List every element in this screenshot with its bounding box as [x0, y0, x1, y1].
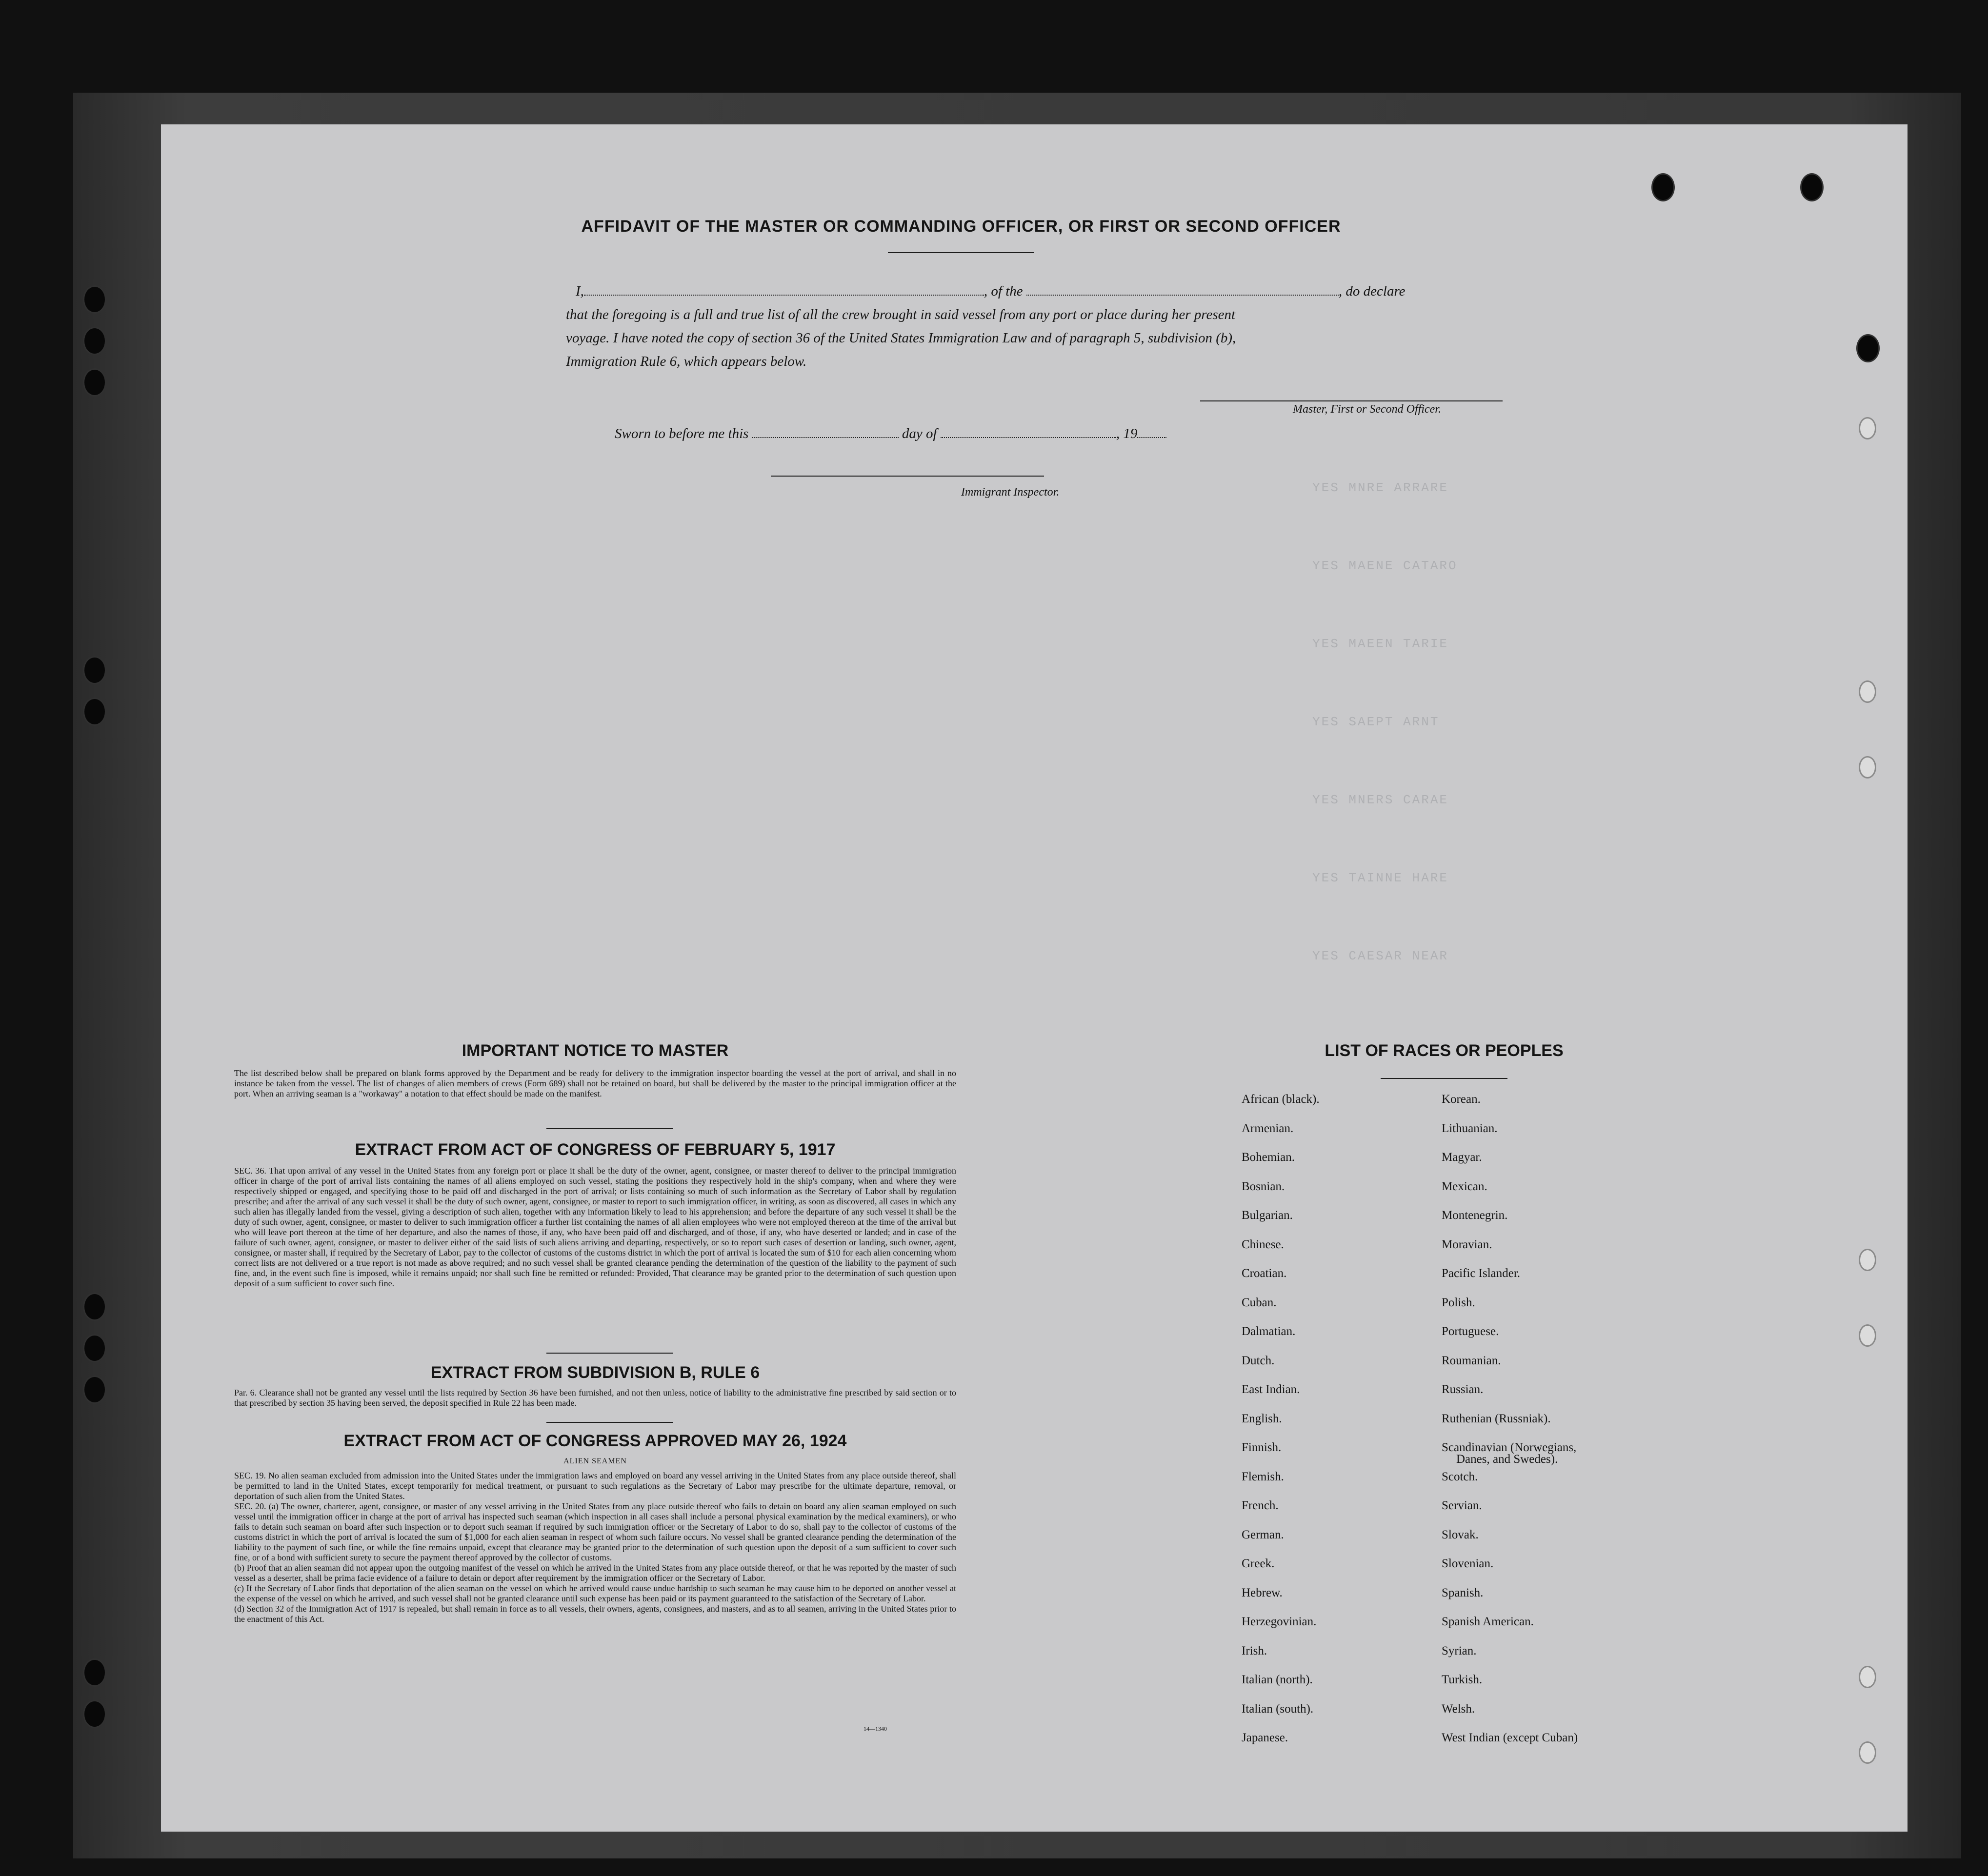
race-item: Herzegovinian. — [1242, 1615, 1317, 1628]
bleed-through: YES MAENE CATARO — [1312, 559, 1458, 573]
declaration-text: that the foregoing is a full and true list of all the crew brought in said vessel from any port or place during her present — [566, 307, 1236, 322]
race-item: Italian (north). — [1242, 1673, 1313, 1686]
extract-1924-paragraph: SEC. 20. (a) The owner, charterer, agent, consignee, or master of any vessel arriving in the United States from any place outside thereof who fails to detain on board any alien seaman employed on such vessel until the immigration officer in charge at the port of arrival has inspected such seaman (which inspection in all cases shall include a personal physical examination by the medical examiners), or who fails to detain such seaman on board after such inspection or to deport such seaman if required by such immigration officer or the Secretary of Labor to do so, shall pay to the collector of customs of the customs district in which the port of arrival is located the sum of $1,000 for each alien seaman in respect of whom such failure occurs. No vessel shall be granted clearance pending the determination of the liability to the payment of such fine, or while the fine remains unpaid, except that clearance may be granted prior to the determination of such question upon the deposit of a sum sufficient to cover such fine, or of a bond with sufficient surety to secure the payment thereof approved by the collector of customs. — [234, 1501, 956, 1562]
race-item: Pacific Islander. — [1442, 1267, 1521, 1280]
binder-hole — [83, 285, 106, 314]
extract-rule6-title: EXTRACT FROM SUBDIVISION B, RULE 6 — [430, 1363, 760, 1382]
binder-hole — [83, 656, 106, 684]
race-item: Slovenian. — [1442, 1557, 1494, 1570]
race-item: Mexican. — [1442, 1179, 1487, 1193]
race-item: Dalmatian. — [1242, 1325, 1296, 1338]
race-item: Scandinavian (Norwegians, — [1442, 1441, 1577, 1454]
race-item: Irish. — [1242, 1644, 1267, 1657]
signature-label: Master, First or Second Officer. — [1293, 403, 1441, 416]
race-item: East Indian. — [1242, 1383, 1300, 1396]
race-item: Korean. — [1442, 1093, 1481, 1106]
race-item: Scotch. — [1442, 1470, 1478, 1483]
race-item: Croatian. — [1242, 1267, 1287, 1280]
punch-hole — [1859, 1249, 1876, 1271]
punch-hole — [1859, 1741, 1876, 1764]
binder-hole — [83, 1658, 106, 1687]
notice-text: The list described below shall be prepared on blank forms approved by the Department and be ready for delivery to the immigration inspector boarding the vessel at the port of arrival, and shall in no instance be taken from the vessel. The list of changes of alien members of crews (Form 689) shall not be retained on board, but shall be delivered by the master to the principal immigration officer at the port. When an arriving seaman is a "workaway" a notation to that effect should be made on the manifest. — [234, 1068, 956, 1098]
extract-1917-title: EXTRACT FROM ACT OF CONGRESS OF FEBRUARY 5, 1917 — [355, 1140, 836, 1159]
manifest-page — [161, 124, 1908, 1832]
affidavit-title: AFFIDAVIT OF THE MASTER OR COMMANDING OFFICER, OR FIRST OR SECOND OFFICER — [581, 217, 1341, 236]
punch-hole — [1856, 334, 1880, 362]
declaration-i: I, — [576, 283, 584, 299]
sworn-prefix: Sworn to before me this — [615, 426, 749, 441]
extract-1924-paragraph: (c) If the Secretary of Labor finds that deportation of the alien seaman on the vessel on which he arrived would cause undue hardship to such seaman he may cause him to be deported on another vessel at the expense of the vessel on which he arrived, and such vessel shall not be granted clearance until such expense has been paid or its payment guaranteed to the satisfaction of the Secretary of Labor. — [234, 1583, 956, 1603]
race-item: Turkish. — [1442, 1673, 1483, 1686]
binder-hole — [83, 1334, 106, 1362]
bleed-through: YES MNERS CARAE — [1312, 793, 1449, 807]
race-item: German. — [1242, 1528, 1284, 1541]
race-item: Bulgarian. — [1242, 1209, 1293, 1222]
bleed-through: YES SAEPT ARNT — [1312, 715, 1440, 729]
race-item: Hebrew. — [1242, 1586, 1283, 1599]
race-item: Cuban. — [1242, 1296, 1277, 1309]
divider — [546, 1128, 673, 1129]
race-item: Italian (south). — [1242, 1702, 1314, 1716]
binder-hole — [83, 327, 106, 355]
extract-rule6-text: Par. 6. Clearance shall not be granted any vessel until the lists required by Section 36 have been furnished, and not then unless, notice of liability to the administrative fine prescribed by said section or to that prescribed by section 35 having been served, the deposit specified in Rule 22 has been made. — [234, 1388, 956, 1408]
extract-1924-paragraph: SEC. 19. No alien seaman excluded from admission into the United States under the immigration laws and employed on board any vessel arriving in the United States from any place outside thereof, shall be permitted to land in the United States, except temporarily for medical treatment, or pursuant to such regulations as the Secretary of Labor may prescribe for the ultimate departure, removal, or deportation of such alien from the United States. — [234, 1471, 956, 1501]
binder-hole — [83, 1700, 106, 1728]
bleed-through: YES MNRE ARRARE — [1312, 480, 1449, 495]
declaration-end: , do declare — [1338, 283, 1406, 299]
extract-1924-body — [234, 1471, 956, 1624]
inspector-label: Immigrant Inspector. — [961, 486, 1060, 499]
race-item: English. — [1242, 1412, 1282, 1425]
sworn-day-label: day of — [902, 426, 937, 441]
declaration-text: voyage. I have noted the copy of section 36 of the United States Immigration Law and of paragraph 5, subdivision (b), — [566, 330, 1236, 346]
race-item: Dutch. — [1242, 1354, 1275, 1367]
binder-hole — [83, 368, 106, 397]
declaration-text: Immigration Rule 6, which appears below. — [566, 354, 807, 369]
race-item: African (black). — [1242, 1093, 1320, 1106]
binder-hole — [83, 1293, 106, 1321]
race-item: French. — [1242, 1499, 1279, 1512]
race-item: Finnish. — [1242, 1441, 1282, 1454]
extract-1924-subtitle: ALIEN SEAMEN — [563, 1457, 627, 1465]
race-item: Spanish. — [1442, 1586, 1484, 1599]
divider — [1381, 1078, 1507, 1079]
race-item: Bohemian. — [1242, 1151, 1295, 1164]
race-item: Polish. — [1442, 1296, 1475, 1309]
binder-hole — [83, 698, 106, 726]
race-item: Bosnian. — [1242, 1179, 1285, 1193]
extract-1924-title: EXTRACT FROM ACT OF CONGRESS APPROVED MAY 26, 1924 — [343, 1432, 847, 1450]
races-title: LIST OF RACES OR PEOPLES — [1325, 1041, 1564, 1060]
race-item: Danes, and Swedes). — [1456, 1453, 1558, 1466]
race-item: Flemish. — [1242, 1470, 1284, 1483]
race-item: Magyar. — [1442, 1151, 1482, 1164]
bleed-through: YES MAEEN TARIE — [1312, 637, 1449, 651]
race-item: Armenian. — [1242, 1121, 1294, 1135]
race-item: West Indian (except Cuban) — [1442, 1731, 1578, 1744]
race-item: Russian. — [1442, 1383, 1484, 1396]
race-item: Japanese. — [1242, 1731, 1288, 1744]
race-item: Roumanian. — [1442, 1354, 1501, 1367]
sworn-line — [615, 422, 1395, 445]
race-item: Servian. — [1442, 1499, 1482, 1512]
race-item: Ruthenian (Russniak). — [1442, 1412, 1551, 1425]
vessel-name-blank[interactable] — [1026, 294, 1339, 296]
binder-hole — [83, 1376, 106, 1404]
bleed-through: YES TAINNE HARE — [1312, 871, 1449, 885]
bleed-through: YES CAESAR NEAR — [1312, 949, 1449, 963]
declaration-of: , of the — [984, 283, 1023, 299]
punch-hole — [1859, 680, 1876, 703]
punch-hole — [1859, 756, 1876, 778]
extract-1917-text: SEC. 36. That upon arrival of any vessel in the United States from any foreign port or place it shall be the duty of the owner, agent, consignee, or master thereof to deliver to the principal immigration officer in charge of the port of arrival lists containing the names of all aliens employed on such vessel, stating the positions they respectively hold in the ship's company, when and where they were respectively shipped or engaged, and specifying those to be paid off and discharged in the port of arrival; or lists containing so much of such information as the Secretary of Labor shall by regulation prescribe; and after the arrival of any such vessel it shall be the duty of such owner, agent, consignee, or master to report to such immigration officer, in writing, as soon as discovered, all cases in which any such alien has illegally landed from the vessel, giving a description of such alien, together with any information likely to lead to his apprehension; and before the departure of any such vessel it shall be the duty of such owner, agent, consignee, or master to deliver to such immigration officer a further list containing the names of all alien employees who were not employed thereon at the time of the arrival but who will leave port thereon at the time of her departure, and also the names of those, if any, who have been paid off and discharged, and of those, if any, who have deserted or landed; and in case of the failure of such owner, agent, consignee, or master to deliver either of the said lists of such aliens arriving and departing, respectively, or so to report such cases of desertion or landing, such owner, agent, consignee, or master shall, if required by the Secretary of Labor, pay to the collector of customs of the customs district in which the port of arrival is located the sum of $10 for each alien concerning whom correct lists are not delivered or a true report is not made as above required; and no such vessel shall be granted clearance pending the determination of the question of the liability to the payment of such fine, and, in the event such fine is imposed, while it remains unpaid; nor shall such fine be remitted or refunded: Provided, That clearance may be granted prior to the determination of such question upon deposit of a sum sufficient to cover such fine. — [234, 1166, 956, 1288]
master-name-blank[interactable] — [584, 294, 984, 296]
inspector-signature-line[interactable] — [771, 476, 1044, 477]
divider — [888, 252, 1034, 253]
divider — [546, 1353, 673, 1354]
race-item: Spanish American. — [1442, 1615, 1534, 1628]
sworn-day-blank[interactable] — [752, 437, 899, 438]
punch-hole — [1651, 173, 1675, 201]
race-item: Welsh. — [1442, 1702, 1475, 1716]
race-item: Syrian. — [1442, 1644, 1477, 1657]
race-item: Chinese. — [1242, 1237, 1284, 1251]
race-item: Greek. — [1242, 1557, 1275, 1570]
punch-hole — [1859, 1666, 1876, 1688]
extract-1924-paragraph: (b) Proof that an alien seaman did not appear upon the outgoing manifest of the vessel on which he arrived in the United States from any place outside thereof, or that he was reported by the master of such vessel as a deserter, shall be prima facie evidence of a failure to detain or deport after requirement by the immigration officer or the Secretary of Labor. — [234, 1563, 956, 1583]
sworn-month-blank[interactable] — [941, 437, 1116, 438]
race-item: Lithuanian. — [1442, 1121, 1498, 1135]
divider — [546, 1422, 673, 1423]
declaration-line — [576, 279, 1698, 303]
extract-1924-paragraph: (d) Section 32 of the Immigration Act of 1917 is repealed, but shall remain in force as to all vessels, their owners, agents, consignees, and masters, and as to all seamen, arriving in the United States prior to the enactment of this Act. — [234, 1604, 956, 1624]
sworn-year-label: , 19 — [1116, 426, 1138, 441]
punch-hole — [1800, 173, 1824, 201]
race-item: Portuguese. — [1442, 1325, 1499, 1338]
form-number: 14—1340 — [863, 1725, 887, 1732]
notice-title: IMPORTANT NOTICE TO MASTER — [462, 1041, 729, 1060]
punch-hole — [1859, 417, 1876, 439]
sworn-year-blank[interactable] — [1137, 437, 1166, 438]
race-item: Montenegrin. — [1442, 1209, 1508, 1222]
race-item: Slovak. — [1442, 1528, 1479, 1541]
punch-hole — [1859, 1324, 1876, 1347]
race-item: Moravian. — [1442, 1237, 1492, 1251]
